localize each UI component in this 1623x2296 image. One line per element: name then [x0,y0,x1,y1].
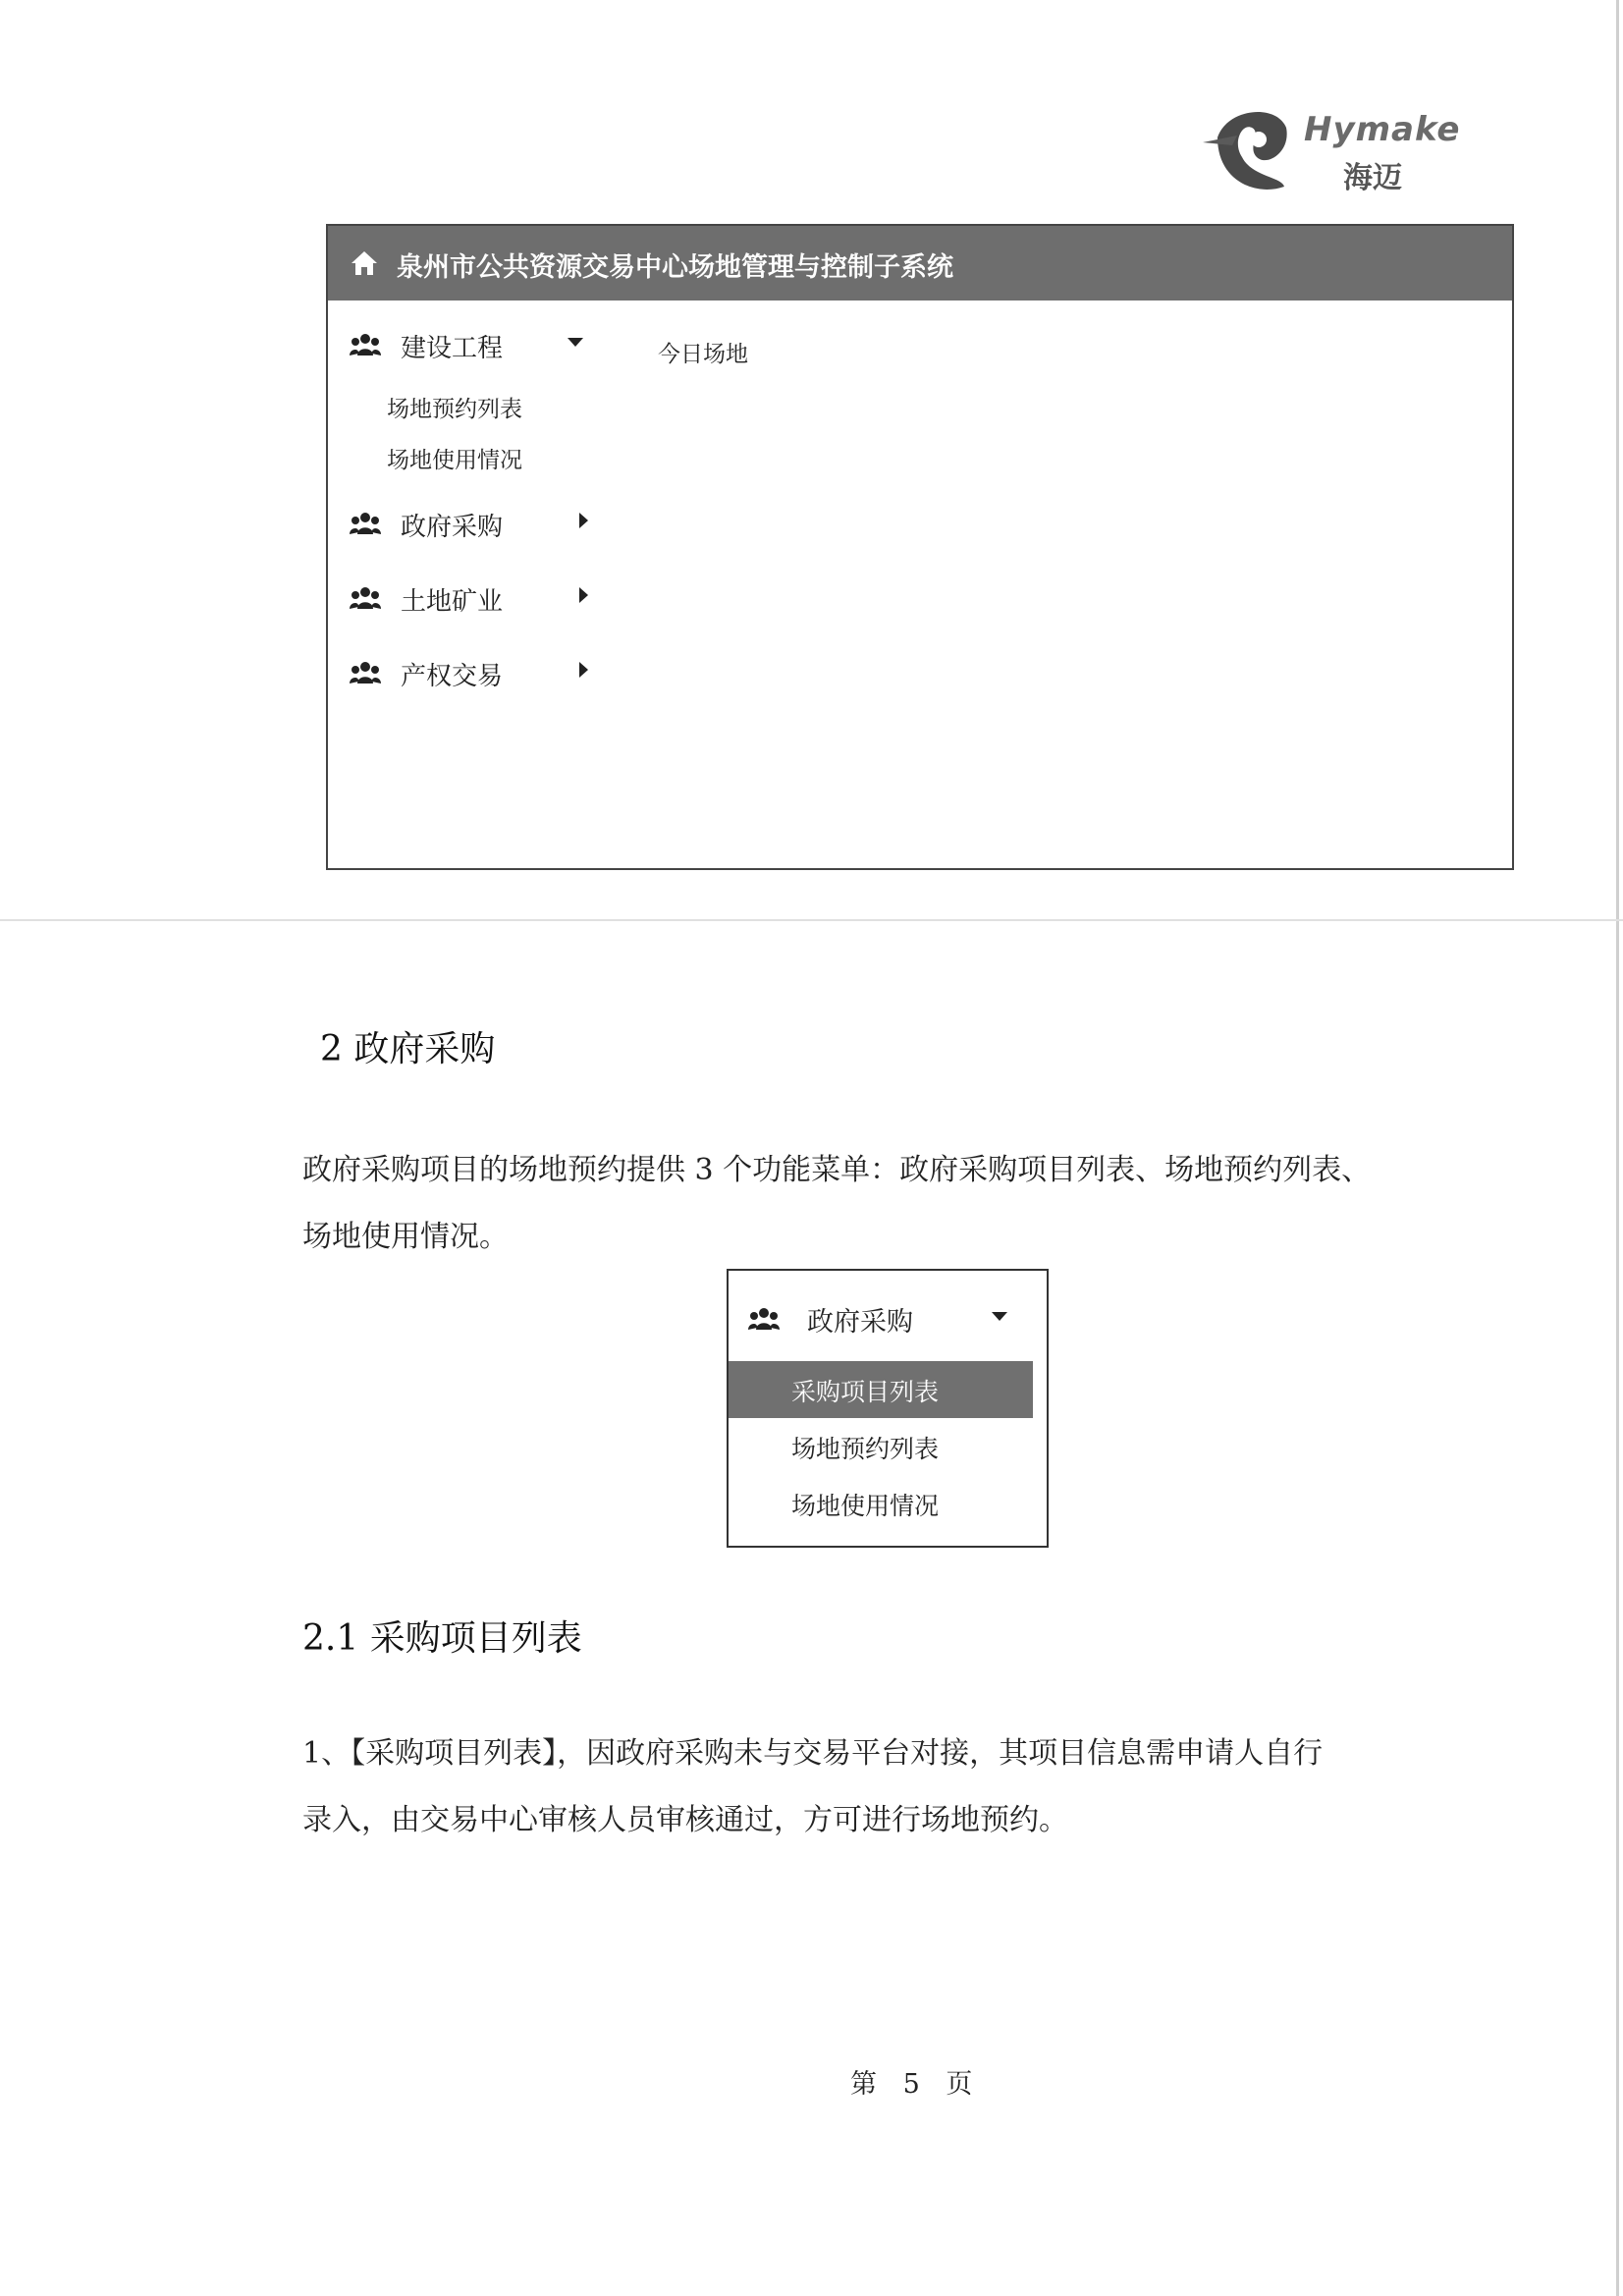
page-number: 第 5 页 [850,2069,973,2100]
system-screenshot [326,224,1514,870]
section-heading-2: 2 政府采购 [320,1029,496,1069]
users-icon [748,1306,780,1332]
app-title: 泉州市公共资源交易中心场地管理与控制子系统 [397,252,953,283]
sidebar-item-gov-procurement[interactable] [328,501,622,550]
home-icon[interactable] [350,249,379,277]
logo-text-en: Hymake [1304,110,1461,149]
logo-text-cn: 海迈 [1343,161,1402,195]
users-icon [350,660,381,685]
menu-item-procurement-project-list[interactable]: 采购项目列表 [791,1378,940,1406]
section-heading-2-1: 2.1 采购项目列表 [302,1618,582,1659]
main-content-title: 今日场地 [658,342,748,367]
caret-right-icon [579,513,588,528]
users-icon [350,332,381,357]
hymake-logo-icon [1198,98,1296,196]
section21-para-line2: 录入，由交易中心审核人员审核通过，方可进行场地预约。 [302,1803,1068,1837]
users-icon [350,585,381,611]
menu-item-venue-usage[interactable]: 场地使用情况 [791,1492,940,1520]
submenu-venue-reservation-list[interactable]: 场地预约列表 [387,397,522,422]
hymake-logo [1198,98,1461,196]
page-divider [0,919,1623,921]
sidebar-item-label: 建设工程 [401,334,504,363]
submenu-venue-usage[interactable]: 场地使用情况 [387,448,522,473]
section21-para-line1: 1、【采购项目列表】，因政府采购未与交易平台对接，其项目信息需申请人自行 [302,1736,1324,1771]
section2-intro-line2: 场地使用情况。 [302,1220,509,1254]
app-header [328,226,1512,301]
sidebar-item-property-rights[interactable] [328,650,622,699]
caret-right-icon [579,587,588,603]
section2-intro-line1: 政府采购项目的场地预约提供 3 个功能菜单：政府采购项目列表、场地预约列表、 [302,1153,1372,1187]
sidebar-item-label: 产权交易 [401,662,504,691]
sidebar-item-construction[interactable] [328,322,622,371]
users-icon [350,511,381,536]
caret-down-icon [992,1312,1007,1321]
sidebar-item-label: 土地矿业 [401,587,504,617]
scan-edge [1616,0,1619,2296]
menu-group-label[interactable]: 政府采购 [807,1307,913,1338]
sidebar-item-land-mining[interactable] [328,575,622,625]
caret-down-icon [568,338,583,347]
caret-right-icon [579,662,588,678]
menu-item-venue-reservation-list[interactable]: 场地预约列表 [791,1435,940,1463]
sidebar-item-label: 政府采购 [401,513,504,542]
procurement-menu-screenshot [727,1269,1049,1548]
